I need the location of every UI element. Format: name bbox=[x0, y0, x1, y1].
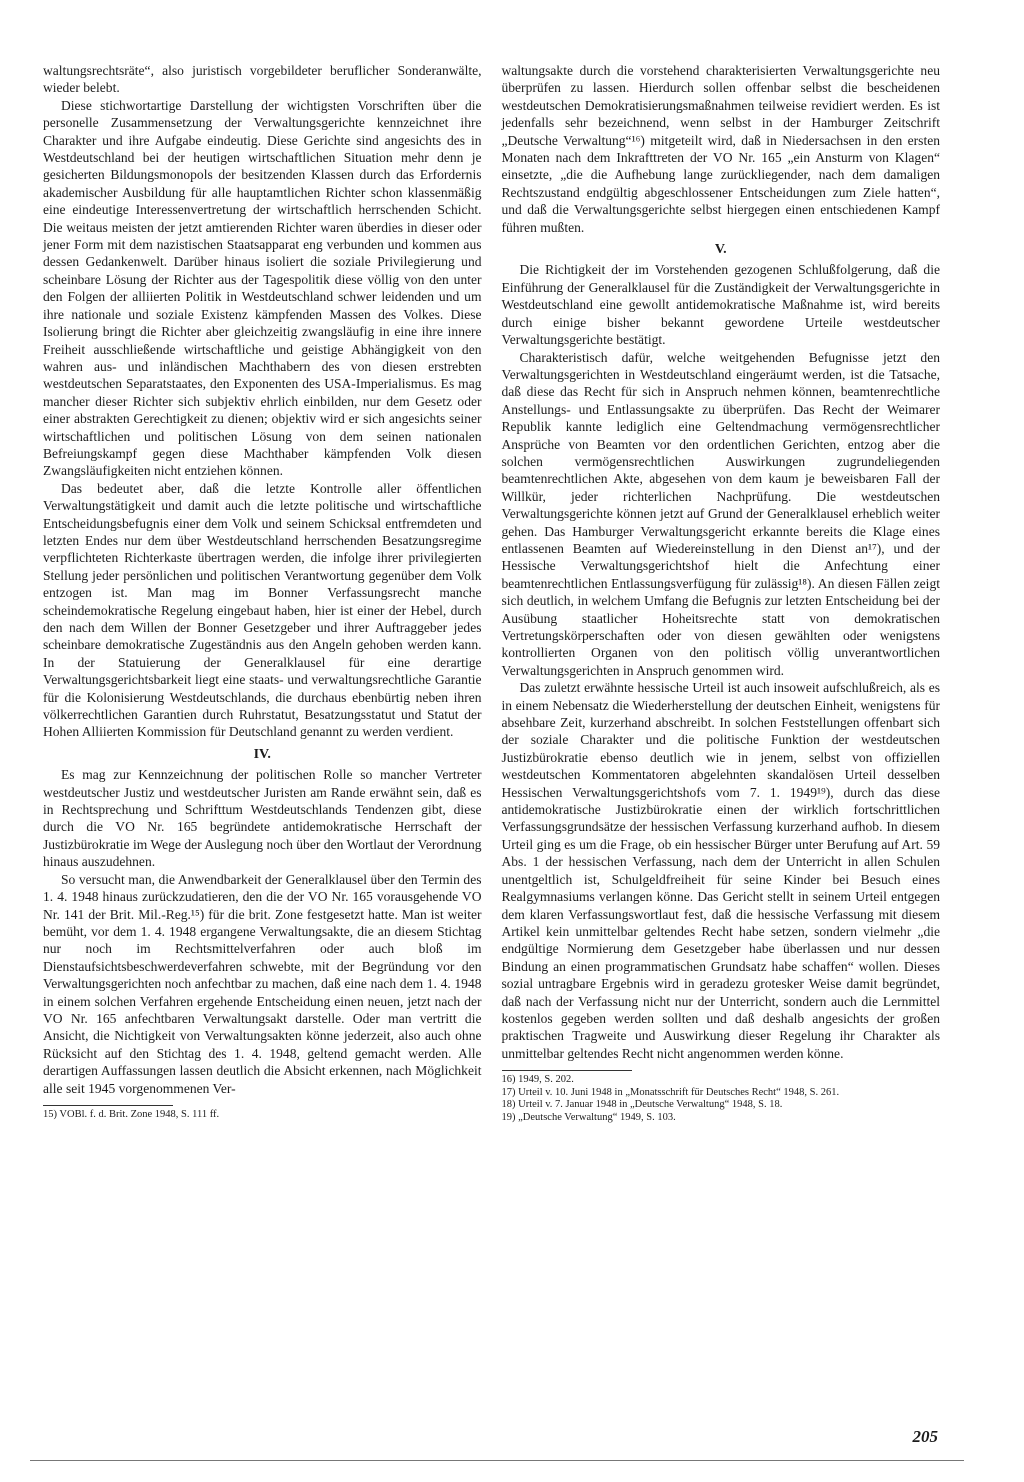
footnote: 19) „Deutsche Verwaltung“ 1949, S. 103. bbox=[501, 1111, 676, 1123]
paragraph: Charakteristisch dafür, welche weitgehenden Befugnisse jetzt den Verwaltungsgerichten in Westdeutschland eingeräumt werden, ist die Tatsache, daß diese das Recht für sich in Anspruch nehmen können, beamtenrechtliche Anstellungs- und Entlassungsakte zu überprüfen. Das Recht der Weimarer Republik kannte lediglich eine Geltendmachung vermögensrechtlicher Ansprüche von Beamten vor den ordentlichen Gerichten, entzog aber die solchen vermögensrechtlichen Auswirkungen zugrundeliegenden beamtenrechtlichen Akte, abgesehen von dem kaum je beweisbaren Fall der Willkür, jeder richterlichen Nachprüfung. Die westdeutschen Verwaltungsgerichte können jetzt auf Grund der Generalklausel erheblich weiter gehen. Das Hamburger Verwaltungsgericht erkannte bereits die Klage eines entlassenen Beamten auf Wiedereinstellung in den Dienst an¹⁷), und der Hessische Verwaltungsgerichtshof hielt die Anfechtung einer beamtenrechtlichen Entlassungsverfügung für zulässig¹⁸). An diesen Fällen zeigt sich deutlich, in welchem Umfang die Befugnis zur letzten Entscheidung bei der Ausübung staatlicher Hoheitsrechte statt von demokratischen Vertretungskörperschaften oder von diesen gewählten oder wenigstens kontrollierten Organen von den politisch völlig unverantwortlichen Verwaltungsgerichten in Anspruch genommen wird. bbox=[501, 349, 940, 678]
paragraph: Diese stichwortartige Darstellung der wichtigsten Vorschriften über die personelle Zusammensetzung der Verwaltungsgerichte kennzeichnet ihre Charakter und ihre Aufgabe eindeutig. Diese Gerichte sind angesichts des in Westdeutschland bei der heutigen wirtschaftlichen Situation mehr denn je gesicherten Bildungsmonopols der besitzenden Klassen durch das Erfordernis akademischer Ausbildung für alle hauptamtlichen Richter schon klassenmäßig eine eindeutige Interessenvertretung der wirtschaftlich herrschenden Schicht. Die weitaus meisten der jetzt amtierenden Richter waren überdies in dieser oder jener Form mit dem nazistischen Staatsapparat eng verbunden und kommen aus dessen Gedankenwelt. Darüber hinaus isoliert die soziale Privilegierung und scheinbare Lösung der Richter aus der Tagespolitik diese völlig von den unter den Folgen der alliierten Politik in Westdeutschland schwer leidenden und um ihre nationale und soziale Existenz kämpfenden Massen des Volkes. Diese Isolierung bringt die Richter aber gleichzeitig zwangsläufig in eine ihre innere Freiheit ausschließende wirtschaftliche und geistige Abhängigkeit von den wahren aus- und inländischen Machthabern des von diesen erstrebten westdeutschen Separatstaates, den Exponenten des USA-Imperialismus. Es mag mancher dieser Richter sich subjektiv ehrlich einbilden, nur dem Gesetz oder einer abstrakten Gerechtigkeit zu dienen; objektiv wird er sich angesichts seiner wirtschaftlichen und politischen Lösung von dem seinen nationalen Befreiungskampf gegen diese Machthaber kämpfenden Volk diesen Zwangsläufigkeiten nicht entziehen können. bbox=[43, 97, 482, 479]
bottom-rule bbox=[30, 1460, 964, 1461]
paragraph: waltungsakte durch die vorstehend charakterisierten Verwaltungsgerichte neu überprüfen zu lassen. Hierdurch sollen offenbar selbst die bescheidenen westdeutschen Demokratisierungsmaßnahmen teilweise revidiert werden. Es ist jedenfalls sehr bezeichnend, wenn selbst in der Hamburger Zeitschrift „Deutsche Verwaltung“¹⁶) mitgeteilt wird, daß in Niedersachsen in den ersten Monaten nach dem Inkrafttreten der VO Nr. 165 „ein Ansturm von Klagen“ einsetzte, „die die Aufhebung lange zurückliegender, nach dem damaligen Rechtszustand endgültig abgeschlossener Entscheidungen zum Ziele hatten“, und daß die Verwaltungsgerichte selbst hiergegen einen entschiedenen Kampf führen mußten. bbox=[501, 63, 940, 235]
paragraph: So versucht man, die Anwendbarkeit der Generalklausel über den Termin des 1. 4. 1948 hinaus zurückzudatieren, den die der VO Nr. 165 vorausgehende VO Nr. 141 der Brit. Mil.-Reg.¹⁵) für die brit. Zone festgesetzt hatte. Man ist weiter bemüht, vor dem 1. 4. 1948 ergangene Verwaltungsakte, die an diesem Stichtag nur noch im Rechtsmittelverfahren oder auch bloß im Dienstaufsichtsbeschwerdeverfahren schwebte, mit der Begründung vor den Verwaltungsgerichten noch anfechtbar zu machen, daß eine nach dem 1. 4. 1948 in einem solchen Verfahren ergehende Entscheidung einen neuen, jetzt nach der VO Nr. 165 anfechtbaren Verwaltungsakt darstelle. Oder man vertritt die Ansicht, die Nichtigkeit von Verwaltungsakten könne jederzeit, also auch ohne Rücksicht auf den Stichtag des 1. 4. 1948, geltend gemacht werden. Alle derartigen Auffassungen lassen deutlich die Absicht erkennen, nach Möglichkeit alle seit 1945 vorgenommenen Ver- bbox=[43, 871, 482, 1096]
footnote: 17) Urteil v. 10. Juni 1948 in „Monatsschrift für Deutsches Recht“ 1948, S. 261. bbox=[501, 1086, 840, 1098]
footnote-divider bbox=[43, 1105, 173, 1106]
left-column bbox=[43, 62, 482, 1125]
footnote: 15) VOBl. f. d. Brit. Zone 1948, S. 111 ff. bbox=[43, 1108, 220, 1120]
text-columns bbox=[43, 62, 940, 1125]
footnote-divider bbox=[502, 1070, 632, 1071]
right-column bbox=[502, 62, 941, 1125]
section-heading-iv: IV. bbox=[253, 746, 271, 762]
paragraph: Die Richtigkeit der im Vorstehenden gezogenen Schlußfolgerung, daß die Einführung der Generalklausel für die Zuständigkeit der Verwaltungsgerichte in Westdeutschland eine gewollt antidemokratische Maßnahme ist, wird bereits durch einige bisher bekannt gewordene Urteile westdeutscher Verwaltungsgerichte bestätigt. bbox=[501, 262, 940, 348]
footnote: 16) 1949, S. 202. bbox=[501, 1074, 574, 1086]
page-number: 205 bbox=[912, 1427, 938, 1446]
footnote: 18) Urteil v. 7. Januar 1948 in „Deutsche Verwaltung“ 1948, S. 18. bbox=[501, 1099, 783, 1111]
section-heading-v: V. bbox=[714, 242, 727, 258]
paragraph: Das zuletzt erwähnte hessische Urteil ist auch insoweit aufschlußreich, als es in einem Nebensatz die Wiederherstellung der deutschen Einheit, wenigstens für absehbare Zeit, kurzerhand abschreibt. In solchen Feststellungen offenbart sich der soziale Charakter und die politische Funktion der westdeutschen Justizbürokratie ebenso deutlich wie in jenem, selbst von offiziellen westdeutschen Kommentatoren abgelehnten skandalösen Urteil desselben Hessischen Verwaltungsgerichtshofs vom 7. 1. 1949¹⁹), durch das diese antidemokratische Justizbürokratie einen der wirklich fortschrittlichen Verfassungsgrundsätze der hessischen Verfassung kurzerhand aufhob. In diesem Urteil ging es um die Frage, ob ein hessischer Bürger unter Berufung auf Art. 59 Abs. 1 der hessischen Verfassung, nach dem der Unterricht in allen Schulen unentgeltlich ist, Schulgeldfreiheit für seine Kinder bei Besuch eines Realgymnasiums verlangen könne. Das Gericht stellt in seinem Urteil entgegen dem klaren Verfassungswortlaut fest, daß die hessische Verfassung mit diesem Artikel kein unmittelbar geltendes Recht habe setzen, sondern vielmehr „die endgültige Normierung dem Gesetzgeber habe überlassen und nur dessen Bindung an einen programmatischen Grundsatz habe schaffen“ wollen. Dieses sozial untragbare Ergebnis wird in geradezu grotesker Weise damit begründet, daß nach der Verfassung nicht nur der Unterricht, sondern auch die Lernmittel kostenlos gegeben werden sollten und daß deshalb angesichts der großen praktischen Tragweite und Auswirkung dieser Regelung ihr Charakter als unmittelbar geltendes Recht nicht angenommen werden könne. bbox=[501, 680, 940, 1061]
paragraph: Das bedeutet aber, daß die letzte Kontrolle aller öffentlichen Verwaltungstätigkeit und damit auch die letzte politische und wirtschaftliche Entscheidungsbefugnis einer dem Volk und seinem Schicksal entfremdeten und letzten Endes nur dem über Westdeutschland herrschenden Besatzungsregime verpflichteten Richterkaste übertragen werden, die infolge ihrer privilegierten Stellung jeder persönlichen und politischen Verantwortung gegenüber dem Volk entzogen ist. Man mag im Bonner Verfassungsrecht manche scheindemokratische Regelung eingebaut haben, hier ist einer der Hebel, durch den nach dem Willen der Bonner Gesetzgeber und ihrer Auftraggeber jedes scheinbare demokratische Zugeständnis aus den Angeln gehoben werden kann. In der Statuierung der Generalklausel für eine derartige Verwaltungsgerichtsbarkeit liegt eine staats- und verwaltungsrechtliche Garantie für die Kolonisierung Westdeutschlands, die durchaus ebenbürtig neben ihren völkerrechtlichen Garantien durch Ruhrstatut, Besatzungsstatut und Statut der Hohen Alliierten Kommission für Deutschland genannt zu werden verdient. bbox=[43, 480, 482, 740]
paragraph: Es mag zur Kennzeichnung der politischen Rolle so mancher Vertreter westdeutscher Justiz und westdeutscher Juristen am Rande erwähnt sein, daß es in Rechtsprechung und Schrifttum Westdeutschlands Tendenzen gibt, diese durch die VO Nr. 165 begründete antidemokratische Herrschaft der Justizbürokratie im Wege der Auslegung noch über den Wortlaut der Verordnung hinaus auszudehnen. bbox=[43, 767, 482, 870]
paragraph: waltungsrechtsräte“, also juristisch vorgebildeter beruflicher Sonderanwälte, wieder belebt. bbox=[43, 63, 482, 96]
